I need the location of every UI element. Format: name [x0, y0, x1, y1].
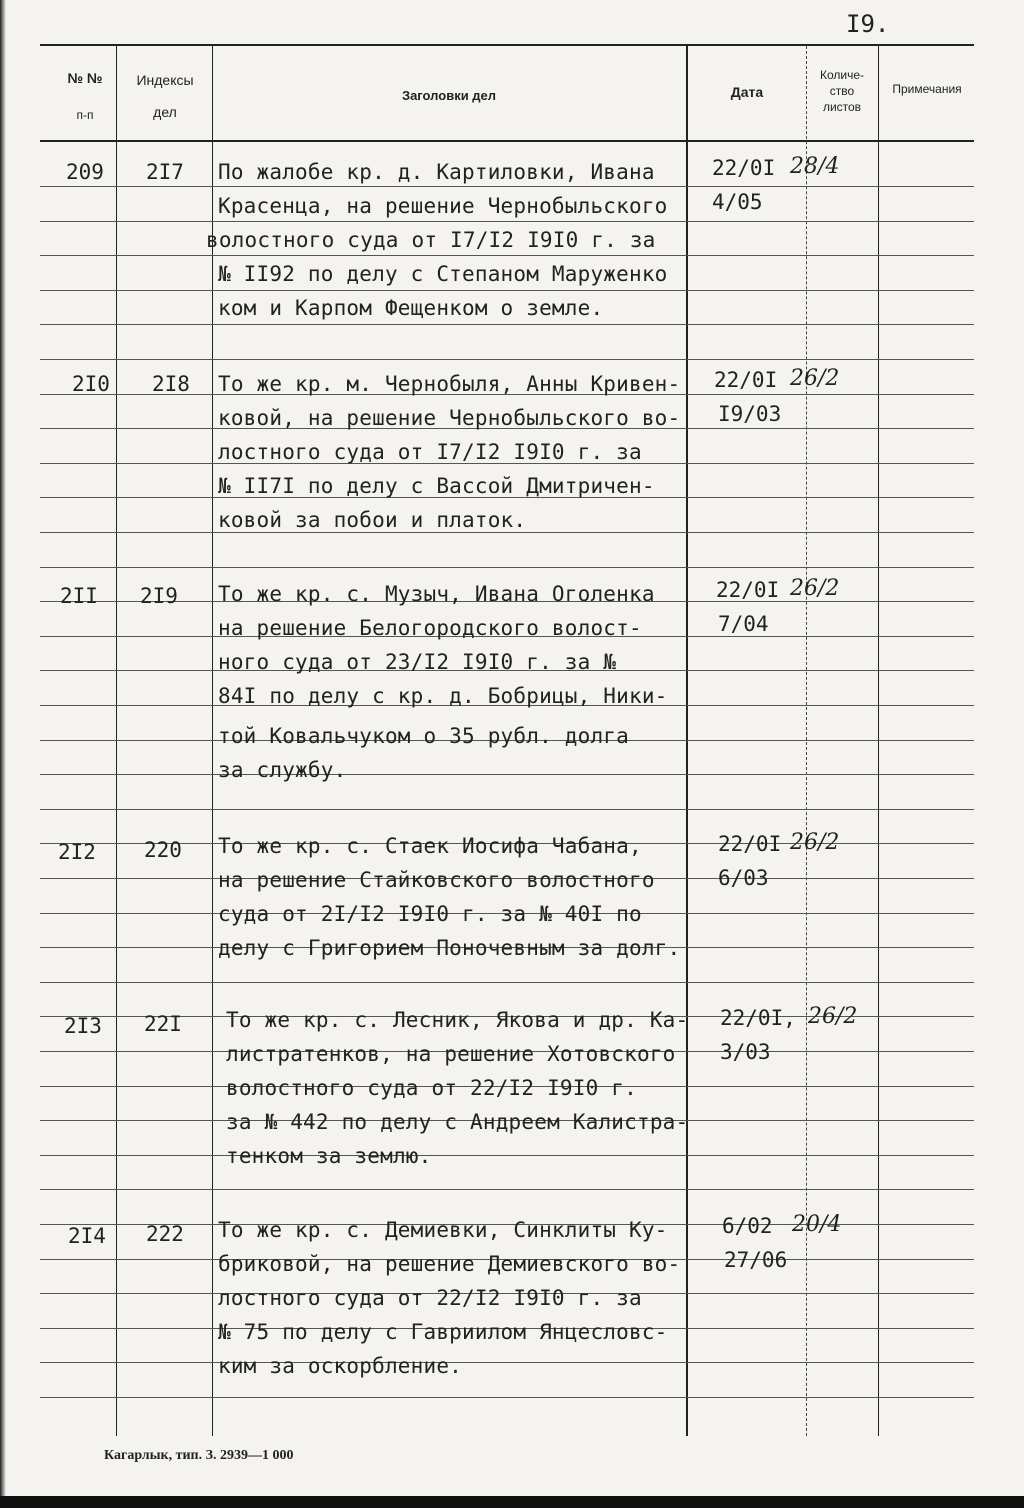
header-count-line3: листов — [822, 100, 862, 114]
scan-bottom-edge — [0, 1496, 1024, 1508]
ruled-line — [40, 186, 974, 187]
header-num-line2: п-п — [76, 108, 94, 122]
entry-date: 22/0I, — [720, 1006, 796, 1030]
header-index-line1: Индексы — [136, 72, 194, 88]
entry-title-line: ного суда от 23/I2 I9I0 г. за № — [218, 650, 617, 674]
entry-number: 209 — [66, 160, 104, 184]
entry-title-line: делу с Григорием Поночевным за долг. — [218, 936, 681, 960]
entry-title-line: на решение Белогородского волост- — [218, 616, 642, 640]
entry-title-line: Красенца, на решение Чернобыльского — [218, 194, 668, 218]
header-count-line2: ство — [829, 84, 855, 98]
entry-title-line: № 75 по делу с Гавриилом Янцесловс- — [218, 1320, 668, 1344]
entry-date: 22/0I — [712, 156, 776, 180]
entry-index: 220 — [144, 838, 182, 862]
entry-date: 6/03 — [718, 866, 769, 890]
entry-date: I9/03 — [718, 402, 782, 426]
entry-date: 3/03 — [720, 1040, 771, 1064]
entry-date: 7/04 — [718, 612, 769, 636]
entry-index: 222 — [146, 1222, 184, 1246]
ruled-line — [40, 221, 974, 222]
ruled-line — [40, 567, 974, 568]
entry-number: 2I0 — [72, 372, 110, 396]
entry-title-line: суда от 2I/I2 I9I0 г. за № 40I по — [218, 902, 642, 926]
ruled-line — [40, 532, 974, 533]
entry-sheet-count: 26/2 — [790, 366, 840, 391]
entry-sheet-count: 26/2 — [790, 576, 840, 601]
entry-sheet-count: 26/2 — [790, 830, 840, 855]
entry-sheet-count: 26/2 — [808, 1004, 858, 1029]
entry-number: 2I4 — [68, 1224, 106, 1248]
entry-title-line: тенком за землю. — [226, 1144, 432, 1168]
ruled-line — [40, 359, 974, 360]
entry-title-line: 84I по делу с кр. д. Бобрицы, Ники- — [218, 684, 668, 708]
entry-index: 2I9 — [140, 584, 178, 608]
entry-title-line: за службу. — [218, 758, 347, 782]
header-count-line1: Количе- — [819, 68, 865, 82]
page-number: I9. — [846, 10, 890, 38]
entry-title-line: По жалобе кр. д. Картиловки, Ивана — [218, 160, 655, 184]
ruled-line — [40, 1397, 974, 1398]
ruled-line — [40, 324, 974, 325]
entry-date: 22/0I — [714, 368, 778, 392]
printer-imprint: Кагарлык, тип. З. 2939—1 000 — [104, 1448, 294, 1463]
entry-title-line: ком и Карпом Фещенком о земле. — [218, 296, 604, 320]
scan-left-edge — [0, 0, 6, 1508]
header-bottom-rule — [40, 140, 974, 142]
entry-index: 22I — [144, 1012, 182, 1036]
header-titles: Заголовки дел — [401, 88, 497, 103]
entry-title-line: То же кр. м. Чернобыля, Анны Кривен- — [218, 372, 681, 396]
entry-title-line: То же кр. с. Демиевки, Синклиты Ку- — [218, 1218, 668, 1242]
entry-number: 2I2 — [58, 840, 96, 864]
ruled-line — [40, 1362, 974, 1363]
entry-title-line: То же кр. с. Стаек Иосифа Чабана, — [218, 834, 642, 858]
entry-date: 22/0I — [716, 578, 780, 602]
entry-title-line: волостного суда от I7/I2 I9I0 г. за — [206, 228, 656, 252]
entry-index: 2I8 — [152, 372, 190, 396]
entry-title-line: лостного суда от 22/I2 I9I0 г. за — [218, 1286, 642, 1310]
entry-index: 2I7 — [146, 160, 184, 184]
ruled-line — [40, 255, 974, 256]
entry-title-line: ковой за побои и платок. — [218, 508, 527, 532]
ruled-line — [40, 1155, 974, 1156]
entry-date: 6/02 — [722, 1214, 773, 1238]
header-notes: Примечания — [892, 82, 962, 96]
ruled-line — [40, 982, 974, 983]
entry-title-line: за № 442 по делу с Андреем Калистра- — [226, 1110, 689, 1134]
entry-date: 22/0I — [718, 832, 782, 856]
entry-title-line: той Ковальчуком о 35 рубл. долга — [218, 724, 629, 748]
entry-date: 4/05 — [712, 190, 763, 214]
ruled-line — [40, 290, 974, 291]
entry-title-line: № II7I по делу с Вассой Дмитричен- — [218, 474, 655, 498]
entry-title-line: бриковой, на решение Демиевского во- — [218, 1252, 681, 1276]
header-date: Дата — [730, 84, 764, 100]
entry-title-line: № II92 по делу с Степаном Маруженко — [218, 262, 668, 286]
entry-title-line: То же кр. с. Музыч, Ивана Оголенка — [218, 582, 655, 606]
header-top-rule — [40, 44, 974, 46]
ruled-line — [40, 809, 974, 810]
entry-title-line: на решение Стайковского волостного — [218, 868, 655, 892]
entry-number: 2II — [60, 584, 98, 608]
entry-number: 2I3 — [64, 1014, 102, 1038]
header-num-line1: № № — [67, 70, 103, 86]
entry-date: 27/06 — [724, 1248, 788, 1272]
entry-title-line: То же кр. с. Лесник, Якова и др. Ка- — [226, 1008, 689, 1032]
entry-title-line: лостного суда от I7/I2 I9I0 г. за — [218, 440, 642, 464]
ruled-line — [40, 774, 974, 775]
entry-title-line: ким за оскорбление. — [218, 1354, 463, 1378]
ruled-line — [40, 1189, 974, 1190]
entry-title-line: волостного суда от 22/I2 I9I0 г. — [226, 1076, 637, 1100]
header-index-line2: дел — [153, 104, 177, 120]
entry-title-line: ковой, на решение Чернобыльского во- — [218, 406, 681, 430]
entry-title-line: листратенков, на решение Хотовского — [226, 1042, 676, 1066]
entry-sheet-count: 20/4 — [792, 1212, 842, 1237]
entry-sheet-count: 28/4 — [790, 154, 840, 179]
